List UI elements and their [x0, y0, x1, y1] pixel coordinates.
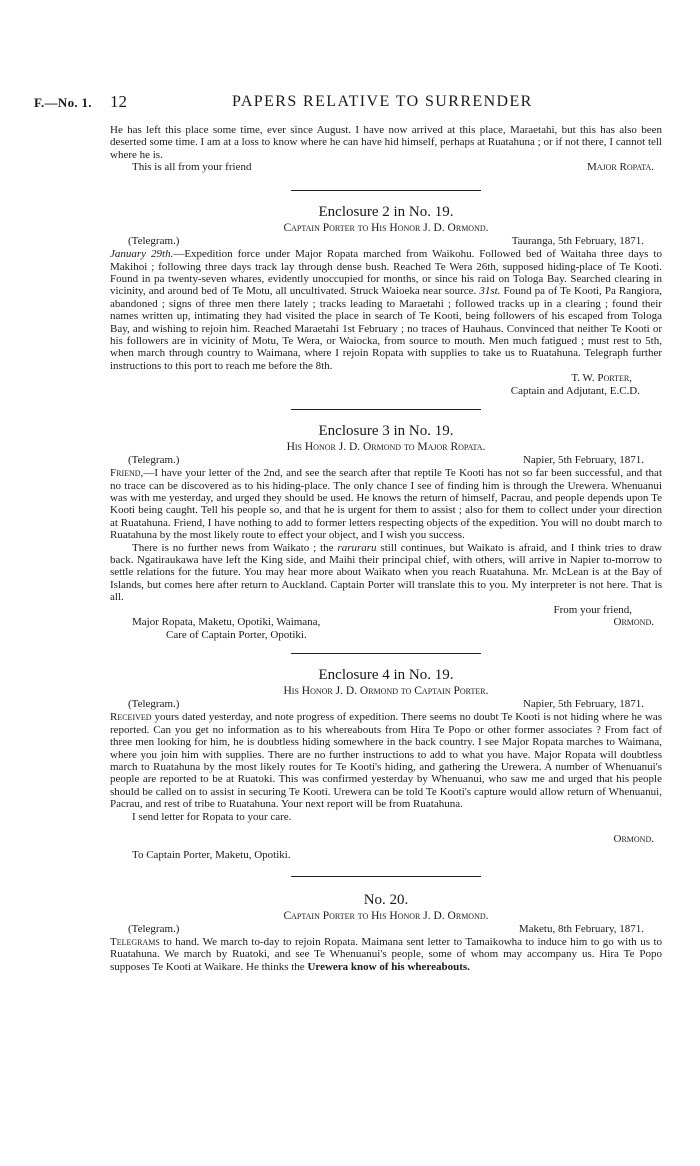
enc3-address-2: Care of Captain Porter, Opotiki.	[166, 628, 307, 641]
enc4-recipient: To Captain Porter, Maketu, Opotiki.	[132, 849, 291, 862]
enc2-body-text: —Expedition force under Major Ropata marched from Waikohu. Followed bed of Waitaha three days to Makihoi ; following three days track lay through dense bush. Reached Te Wera 26th, supposed hiding-place of Te Kooti. Found in pa twenty-seven whares, evidently unoccupied for months, or since his raid on Tologa Bay. Searched clearing in vicinity, and around bed of Te Motu, all uncultivated. Struck Waioeka near source.	[110, 248, 662, 298]
enc4-line2: I send letter for Ropata to your care.	[132, 810, 292, 823]
enc3-body2-word: raruraru	[337, 541, 377, 554]
no20-body	[110, 936, 662, 973]
enc2-subtitle: Captain Porter to His Honor J. D. Ormond.	[283, 222, 489, 235]
enc4-body-text: yours dated yesterday, and note progress of expedition. There seems no doubt Te Kooti is not hiding where he was reported. Can you get no information as to his whereabouts from Hira Te Popo or other former associates ? From fact of three men looking for him, he is doubtless hiding somewhere in the back country. I see Major Ropata marches to Waimana, where you join him with supplies. There are no further instructions to add to what you have. Major Ropata will doubtless march to Ruatahuna by the most likely routes for Te Kooti's hiding, and gathering the Urewera. A number of Whenuanui's people are reported to be at Ruatoki. This was confirmed yesterday by Whenuanui, who saw me and urged that his people should be called on to assist in securing Te Kooti. Urewera can be told Te Kooti's capture would allow return of Whenuanui, Pacrau, and rest of tribe to Ruatahuna. Your next report will be from Ruatahuna.	[110, 711, 663, 811]
no20-telegram-label: (Telegram.)	[128, 922, 180, 935]
enc4-signature: Ormond.	[613, 833, 654, 846]
no20-subtitle: Captain Porter to His Honor J. D. Ormond.	[283, 909, 489, 922]
enc3-telegram-line	[110, 454, 662, 467]
enc2-date-lead: January 29th.	[110, 248, 174, 261]
page-body	[110, 124, 662, 973]
intro-signoff	[110, 161, 662, 174]
enc4-title: Enclosure 4 in No. 19.	[318, 667, 454, 684]
enc3-body2-b: still continues, but Waikato is afraid, and I think tries to draw back. Ngatiraukawa have left the King side, and Maihi their principal chief, with others, will arrive in Napier to-morrow to settle relations for the future. You may hear more about Waikato when you reach Ruatahuna. Mr. McLean is at the Bay of Islands, but comes here after return to Auckland. Captain Porter will translate this to you. My interpreter is not here. That is all.	[110, 541, 663, 604]
enc3-closing: From your friend,	[553, 603, 632, 616]
running-header	[0, 92, 700, 112]
running-title: PAPERS RELATIVE TO SURRENDER	[232, 93, 533, 110]
enc4-dateline: Napier, 5th February, 1871.	[522, 698, 644, 711]
enc2-dateline: Tauranga, 5th February, 1871.	[511, 235, 644, 248]
no20-body-text: to hand. We march to-day to rejoin Ropata. Maimana sent letter to Tamaikowha to induce him to go with us to Ruatahuna. We march by Ruatoki, and see Te Whenuanui's people, some of whom may accompany us. Hira Te Popo supposes Te Kooti at Waikare. He thinks the	[110, 935, 663, 973]
enc2-date2: 31st.	[479, 285, 501, 298]
intro-signature: Major Ropata.	[586, 161, 654, 174]
enc2-body-text-2: Found pa of Te Kooti, Pa Rangiora, abandoned ; signs of three men there lately ; tracks leading to Maraetahi ; followed tracks up in a clearing ; found their names written up, intimating they had visited the place in search of Te Kooti, being followers of his escaped from Tologa Bay, and wishing to rejoin him. Reached Maraetahi 1st February ; no traces of Hauhaus. Convinced that neither Te Kooti or his followers are in vicinity of Motu, Te Wera, or Waiocka, from source to mouth. Men much fatigued ; must rest to 5th, when march through country to Waimana, where I rejoin Ropata with supplies to take us to Ruatahuna. Telegraph further instructions to this port to reach me before the 8th.	[110, 285, 662, 372]
enc2-body	[110, 248, 662, 372]
enc4-lead: Received	[110, 711, 152, 724]
no20-lead: Telegrams	[110, 935, 160, 948]
enc3-title: Enclosure 3 in No. 19.	[318, 423, 454, 440]
enc3-salute: Friend,	[110, 467, 144, 480]
paper-reference: F.—No. 1.	[34, 95, 92, 110]
enc3-telegram-label: (Telegram.)	[128, 454, 180, 467]
enc3-subtitle: His Honor J. D. Ormond to Major Ropata.	[286, 441, 486, 454]
enc3-address-line	[110, 616, 662, 629]
enc2-title: Enclosure 2 in No. 19.	[318, 204, 454, 221]
enc4-body	[110, 711, 662, 810]
enc3-signature: Ormond.	[613, 615, 654, 628]
enc4-subtitle: His Honor J. D. Ormond to Captain Porter.	[283, 685, 489, 698]
enc2-signature	[110, 372, 662, 384]
enc3-body	[110, 467, 662, 541]
enc2-telegram-label: (Telegram.)	[128, 235, 180, 248]
page-number: 12	[110, 92, 127, 111]
no20-body-end: Urewera know of his whereabouts.	[307, 960, 470, 973]
no20-dateline: Maketu, 8th February, 1871.	[518, 922, 644, 935]
enc4-telegram-line	[110, 698, 662, 711]
enc2-telegram-line	[110, 235, 662, 248]
enc4-telegram-label: (Telegram.)	[128, 698, 180, 711]
no20-telegram-line	[110, 923, 662, 936]
enc2-signature-title: Captain and Adjutant, E.C.D.	[510, 384, 640, 397]
enc3-address-1: Major Ropata, Maketu, Opotiki, Waimana,	[132, 615, 321, 628]
intro-closing: This is all from your friend	[132, 161, 252, 174]
enc2-sig-name: T. W. Porter,	[571, 372, 632, 385]
enc3-body-2	[110, 542, 662, 604]
enc3-dateline: Napier, 5th February, 1871.	[522, 454, 644, 467]
intro-paragraph: He has left this place some time, ever since August. I have now arrived at this place, Maraetahi, but this has also been deserted some time. I am at a loss to know where he can have hid himself, perhaps at Ruatahuna ; or if not there, I cannot tell where he is.	[110, 124, 662, 161]
enc3-body2-a: There is no further news from Waikato ; the	[132, 541, 334, 554]
no20-title: No. 20.	[363, 891, 409, 908]
enc3-body-text: —I have your letter of the 2nd, and see the search after that reptile Te Kooti has not so far been successful, and that no trace can be discovered as to his hiding-place. The only chance I see of finding him is through the Urewera. Whenuanui was with me yesterday, and urged they should be used. He knows the return of himself, Pacrau, and people depends upon Te Kooti being caught. Tell his people so, and that he is urgent for them to assist ; also for them to collect under your direction at Ruatahuna. Friend, I have nothing to add to former letters respecting objects of the expedition. You will no doubt march to Ruatahuna by the most likely route to effect your object, and I wish you success.	[110, 467, 662, 542]
